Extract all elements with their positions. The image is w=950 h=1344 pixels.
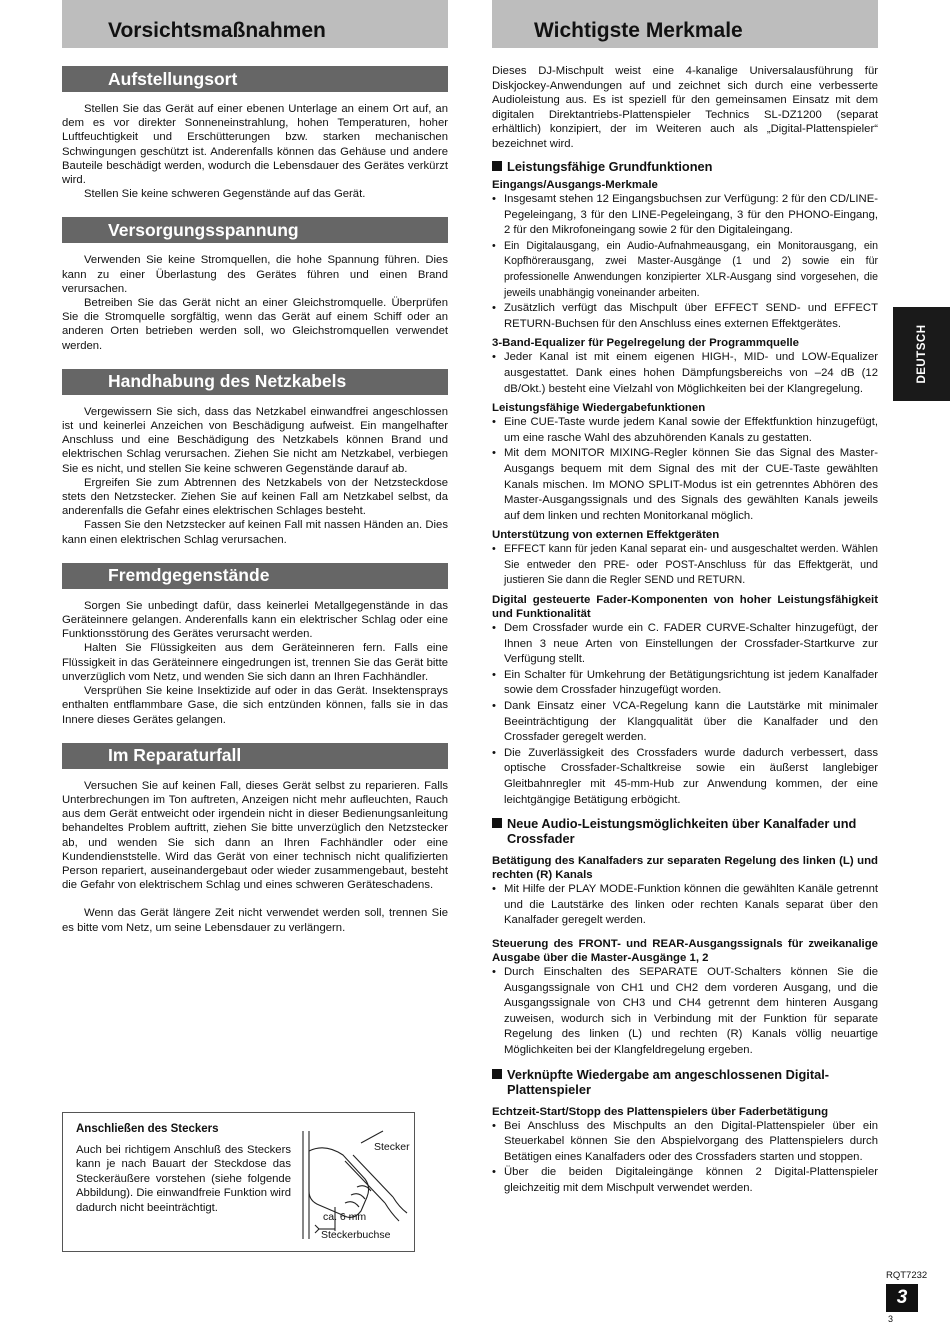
paragraph: Vergewissern Sie sich, dass das Netzkabel einwandfrei angeschlossen ist und keinerlei Anzeichen von Beschädigung aufweist. Ein mangelhafter Anschluss und eine Beschädigung des Netzkabels können Brand und elektrischen Schlag verursachen. Ziehen Sie nicht am Netzkabel, verbiegen Sie es nicht, und stellen Sie keine schweren Gegenstände darauf ab. <box>62 405 448 475</box>
label-plug: Stecker <box>374 1141 410 1153</box>
section-heading-foreign-objects: Fremdgegenstände <box>62 563 448 589</box>
right-column <box>492 0 878 1197</box>
square-bullet-icon <box>492 818 502 828</box>
page-number: 3 <box>886 1284 918 1312</box>
list-playback <box>492 415 878 524</box>
paragraph: Stellen Sie keine schweren Gegenstände auf das Gerät. <box>84 188 366 201</box>
paragraph: Versprühen Sie keine Insektizide auf oder in das Gerät. Insektensprays enthalten entflammbare Gase, die sich entzünden können, falls sie in das Innere dieses Gerätes gelangen. <box>62 685 448 726</box>
subheading-lr: Betätigung des Kanalfaders zur separaten Regelung des linken (L) und rechten (R) Kanals <box>492 855 878 882</box>
list-item: • Dem Crossfader wurde ein C. FADER CURVE-Schalter hinzugefügt, der Ihnen 3 neue Arten von Einstellungen der Crossfader-Startkurve zur Verfügung stellt. <box>492 621 878 668</box>
list-io <box>492 192 878 332</box>
label-socket: Steckerbuchse <box>321 1229 391 1241</box>
subheading-eq: 3-Band-Equalizer für Pegelregelung der Programmquelle <box>492 337 799 350</box>
heading-basic-functions <box>492 159 878 174</box>
section-heading-power-cord: Handhabung des Netzkabels <box>62 369 448 395</box>
plug-note-box <box>62 1112 415 1252</box>
square-bullet-icon <box>492 161 502 171</box>
list-item: • Ein Schalter für Umkehrung der Betätigungsrichtung ist jedem Kanalfader sowie dem Crossfader hinzugefügt worden. <box>492 668 878 699</box>
heading-audio-capabilities <box>492 816 878 846</box>
subheading-front-rear: Steuerung des FRONT- und REAR-Ausgangssignals für zweikanalige Ausgabe über die Master-Ausgänge 1, 2 <box>492 937 878 964</box>
list-front-rear <box>492 965 878 1059</box>
subheading-fader: Digital gesteuerte Fader-Komponenten von hoher Leistungsfähigkeit und Funktionalität <box>492 594 878 621</box>
square-bullet-icon <box>492 1069 502 1079</box>
page-title-precautions: Vorsichtsmaßnahmen <box>62 0 448 48</box>
page-title-features: Wichtigste Merkmale <box>492 0 878 48</box>
list-item: • Bei Anschluss des Mischpults an den Digital-Plattenspieler über ein Steuerkabel können Sie den Abspielvorgang des Plattenspielers durch Betätigen eines Kanalfaders oder des Crossfaders starten und stoppen. <box>492 1119 878 1166</box>
list-eq <box>492 350 878 397</box>
subheading-effects: Unterstützung von externen Effektgeräten <box>492 529 720 542</box>
language-tab-label: DEUTSCH <box>915 324 928 384</box>
paragraph: Versuchen Sie auf keinen Fall, dieses Gerät selbst zu reparieren. Falls Unterbrechungen im Ton auftreten, Anzeigen nicht mehr aufleuchten, Rauch aus dem Gerät entweicht oder irgendein nicht in dieser Bedienungsanleitung behandeltes Problem auftritt, ziehen Sie bitte unverzüglich den Netzstecker ab, und wenden Sie sich dann an Ihren Fachhändler oder eine Kundendienststelle. Wird das Gerät von einer technisch nicht qualifizierten Person repariert, auseinandergebaut oder wieder zusammengebaut, besteht die Gefahr von elektrischem Schlag und eines schweren Geräteschadens. <box>62 779 448 892</box>
note-title: Anschließen des Steckers <box>76 1123 219 1135</box>
paragraph: Wenn das Gerät längere Zeit nicht verwendet werden soll, trennen Sie es bitte vom Netz, um seine Lebensdauer zu verlängern. <box>62 907 448 934</box>
list-effects <box>492 542 878 589</box>
list-item: • Jeder Kanal ist mit einem eigenen HIGH-, MID- und LOW-Equalizer ausgestattet. Dank eines hohen Dämpfungsbereichs von –24 dB (12 dB/Okt.) besteht eine Vielzahl von Möglichkeiten bei der Klangregelung. <box>492 350 878 397</box>
list-item: • Die Zuverlässigkeit des Crossfaders wurde dadurch verbessert, dass optische Crossfader-Schaltkreise sowie ein äußerst langlebiger Gleitbahnregler mit 45-mm-Hub zur Anwendung kommen, der eine leichtgängige Betätigung erbögicht. <box>492 746 878 808</box>
heading-text: Leistungsfähige Grundfunktionen <box>507 159 713 174</box>
list-fader <box>492 621 878 808</box>
left-column <box>62 0 448 935</box>
paragraph: Betreiben Sie das Gerät nicht an einer Gleichstromquelle. Überprüfen Sie die Stromquelle sorgfältig, wenn das Gerät auf einem Schiff oder an anderen Orten betrieben werden soll, wo Gleichstromquellen verwendet werden. <box>62 297 448 352</box>
list-item: • Insgesamt stehen 12 Eingangsbuchsen zur Verfügung: 2 für den CD/LINE-Pegeleingang, 3 für den LINE-Pegeleingang, 3 für den PHONO-Eingang, 2 für den Mikrofoneingang sowie 2 für den Digitaleingang. <box>492 192 878 239</box>
section-heading-power-supply: Versorgungsspannung <box>62 217 448 243</box>
label-size: ca. 6 mm <box>323 1211 367 1223</box>
note-text: Auch bei richtigem Anschluß des Steckers kann je nach Bauart der Steckdose das Steckeräußere vorstehen (siehe folgende Abbildung). Die einwandfreie Funktion wird dadurch nicht beeinträchtigt. <box>76 1144 291 1214</box>
list-realtime <box>492 1119 878 1197</box>
heading-text: Neue Audio-Leistungsmöglichkeiten über Kanalfader und Crossfader <box>507 816 857 847</box>
list-item: • Mit Hilfe der PLAY MODE-Funktion können die gewählten Kanäle getrennt und die Lautstärke des linken oder rechten Kanals separat über den Kanalfader geregelt werden. <box>492 882 878 929</box>
list-item: • Über die beiden Digitaleingänge können 2 Digital-Plattenspieler gleichzeitig mit dem Mischpult verwendet werden. <box>492 1165 878 1196</box>
list-lr <box>492 882 878 929</box>
list-item: • Durch Einschalten des SEPARATE OUT-Schalters können Sie die Ausgangssignale von CH1 und CH2 dem vorderen Ausgang, und die Ausgangssignale von CH3 und CH4 getrennt dem hinteren Ausgang zuweisen, wodurch sich in Verbindung mit der Funktion für separate Regelung des linken (L) und rechten (R) Kanals völlig neuartige Möglichkeiten bei der Klangfeldregelung ergeben. <box>492 965 878 1059</box>
paragraph: Sorgen Sie unbedingt dafür, dass keinerlei Metallgegenstände in das Geräteinnere gelangen. Anderenfalls kann ein elektrischer Schlag oder eine Funktionsstörung des Gerätes verursacht werden. <box>62 599 448 641</box>
list-item: • Dank Einsatz einer VCA-Regelung kann die Lautstärke mit minimaler Beeinträchtigung der Klangqualität über die Kanalfader und den Crossfader geregelt werden. <box>492 699 878 746</box>
section-heading-installation: Aufstellungsort <box>62 66 448 92</box>
subheading-io: Eingangs/Ausgangs-Merkmale <box>492 179 658 191</box>
list-item: • Zusätzlich verfügt das Mischpult über EFFECT SEND- und EFFECT RETURN-Buchsen für den Anschluss eines externen Effektgerätes. <box>492 301 878 332</box>
paragraph: Fassen Sie den Netzstecker auf keinen Fall mit nassen Händen an. Dies kann einen elektrischen Schlag verursachen. <box>62 519 448 546</box>
subheading-playback: Leistungsfähige Wiedergabefunktionen <box>492 402 706 415</box>
paragraph: Halten Sie Flüssigkeiten aus dem Geräteinneren fern. Falls eine Flüssigkeit in das Geräteinnere eingedrungen ist, trennen Sie das Gerät bitte unverzüglich vom Netz, und wenden Sie sich dann an Ihren Fachhändler. <box>62 642 448 683</box>
list-item: • EFFECT kann für jeden Kanal separat ein- und ausgeschaltet werden. Wählen Sie entweder den PRE- oder POST-Anschluss für das Effektgerät, und justieren Sie dann die Regler SEND und RETURN. <box>492 542 878 589</box>
intro-paragraph: Dieses DJ-Mischpult weist eine 4-kanalige Universalausführung für Diskjockey-Anwendungen auf und zeichnet sich durch eine verbesserte Audioleistung aus. Es ist speziell für den gemeinsamen Einsatz mit dem digitalen Direktantriebs-Plattenspieler Technics SL-DZ1200 (separat erhältlich) konzipiert, der im Weiteren auch als „Digital-Plattenspieler“ bezeichnet wird. <box>492 65 878 150</box>
section-heading-repair: Im Reparaturfall <box>62 743 448 769</box>
paragraph: Verwenden Sie keine Stromquellen, die hohe Spannung führen. Dies kann zu einer Überlastung des Gerätes führen und einen Brand verursachen. <box>62 254 448 295</box>
page-number-small: 3 <box>888 1314 894 1324</box>
subheading-realtime: Echtzeit-Start/Stopp des Plattenspielers über Faderbetätigung <box>492 1105 829 1118</box>
list-item: • Eine CUE-Taste wurde jedem Kanal sowie der Effektfunktion hinzugefügt, um eine rasche Wahl des abzuhörenden Kanals zu gestatten. <box>492 415 878 446</box>
list-item: • Mit dem MONITOR MIXING-Regler können Sie das Signal des Master-Ausgangs bequem mit dem Signal des mit der CUE-Taste gewählten Kanals mischen. Im MONO SPLIT-Modus ist ein getrenntes Abhören des Master-Ausgangssignals und des Signals des gewählten Kanals jeweils auf dem linken und rechten Monitorkanal möglich. <box>492 446 878 524</box>
heading-text: Verknüpfte Wiedergabe am angeschlossenen Digital-Plattenspieler <box>507 1066 830 1097</box>
document-number: RQT7232 <box>886 1270 928 1281</box>
paragraph: Stellen Sie das Gerät auf einer ebenen Unterlage an einem Ort auf, an dem es vor direkter Sonneneinstrahlung, hohen Temperaturen, hoher Luftfeuchtigkeit und Erschütterungen bzw. starken mechanischen Schwingungen geschützt ist. Anderenfalls können das Gehäuse und andere Bauteile beschädigt werden, wodurch die Lebensdauer des Gerätes verkürzt wird. <box>62 103 448 187</box>
heading-linked-playback <box>492 1067 878 1097</box>
list-item: • Ein Digitalausgang, ein Audio-Aufnahmeausgang, ein Monitorausgang, ein Kopfhörerausgang, zwei Master-Ausgänge (1 und 2) sowie ein für professionelle Anwendungen konzipierter XLR-Ausgang sind vorgesehen, die jeweils unabhängig voneinander arbeiten. <box>492 239 878 301</box>
paragraph: Ergreifen Sie zum Abtrennen des Netzkabels von der Netzsteckdose stets den Netzstecker. Ziehen Sie auf keinen Fall am Netzkabel selbst, da anderenfalls die Gefahr eines elektrischen Schlages besteht. <box>62 476 448 518</box>
language-tab <box>893 307 950 401</box>
